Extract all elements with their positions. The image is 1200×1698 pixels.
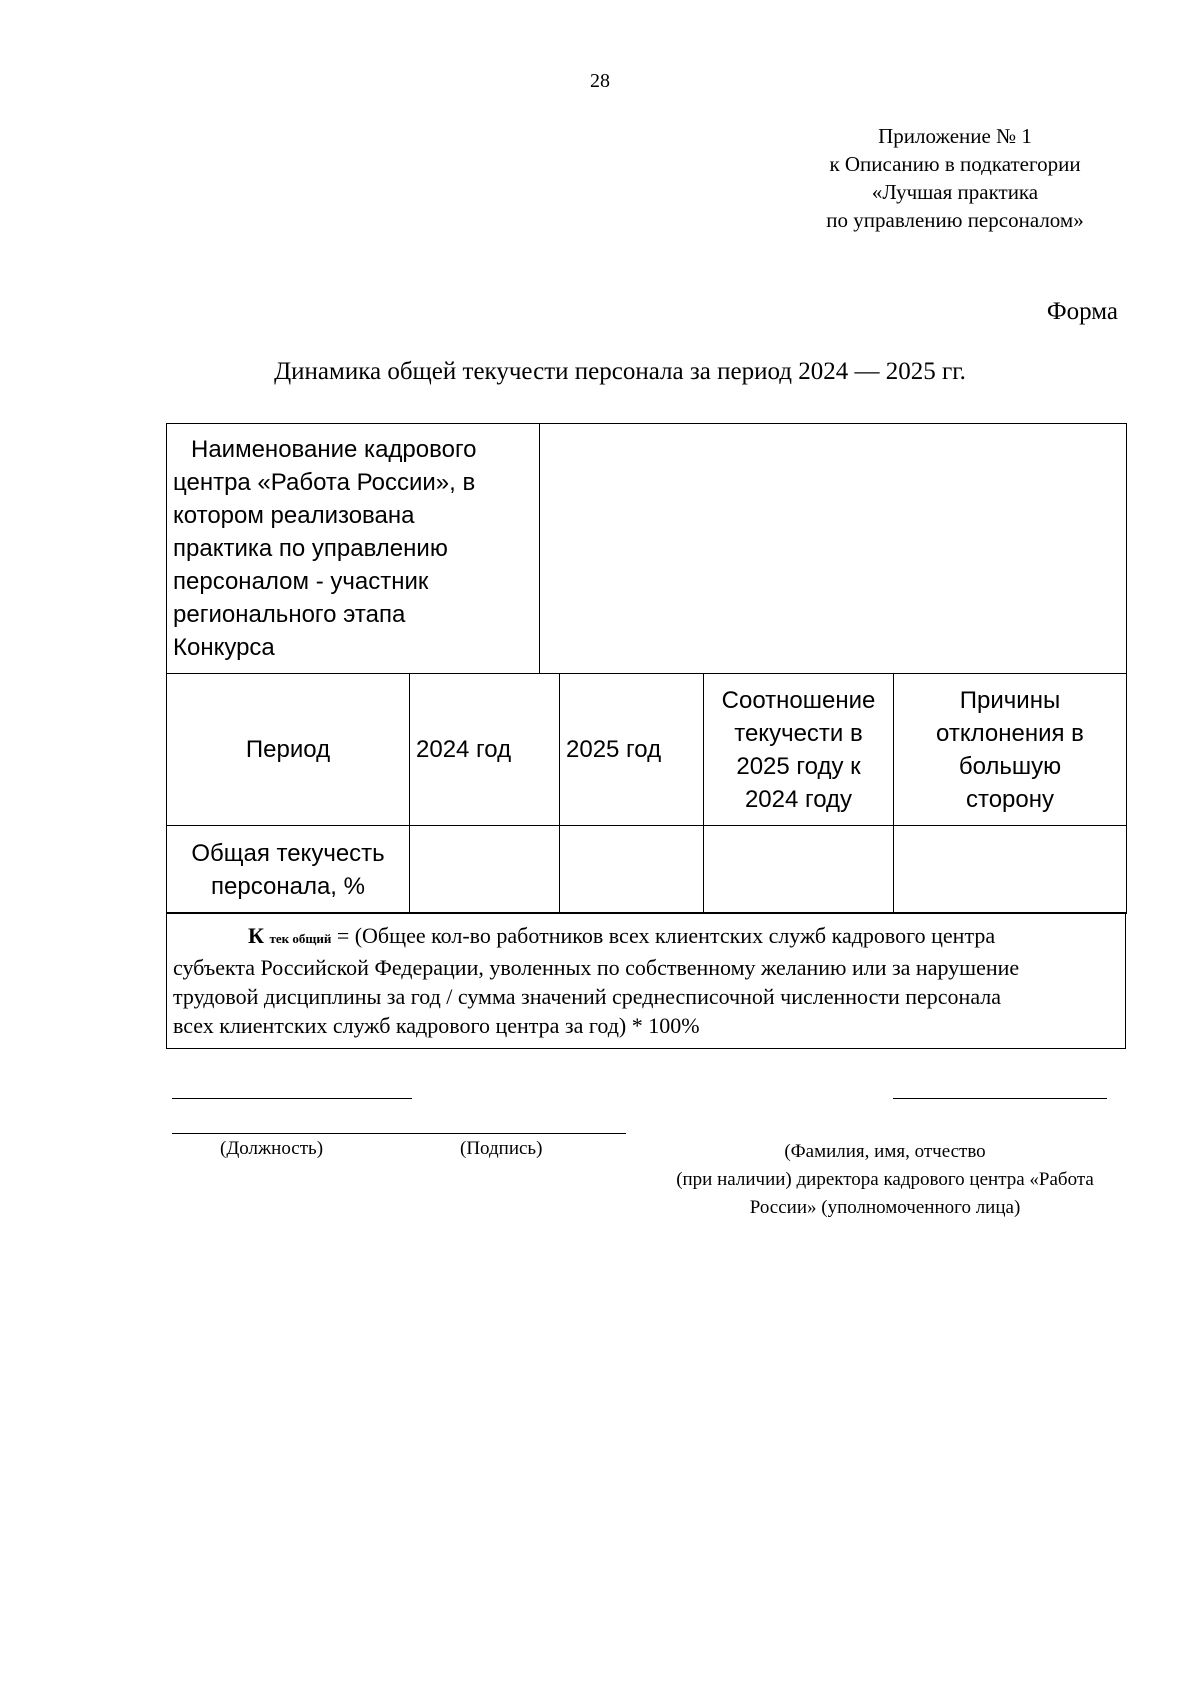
header-reasons bbox=[894, 674, 1127, 826]
signature-line[interactable] bbox=[172, 1133, 626, 1134]
center-name-label-line: Наименование кадрового bbox=[191, 436, 477, 463]
header-2024: 2024 год bbox=[410, 674, 560, 826]
center-name-value-cell[interactable] bbox=[540, 424, 1127, 674]
fio-caption-line: России» (уполномоченного лица) bbox=[749, 1197, 1021, 1218]
row-label bbox=[167, 826, 410, 914]
row-label-line: персонала, % bbox=[211, 872, 365, 900]
position-signature-line[interactable] bbox=[172, 1098, 412, 1099]
formula-subscript: тек общий bbox=[269, 931, 332, 946]
value-2025-cell[interactable] bbox=[560, 826, 704, 914]
page-number: 28 bbox=[590, 70, 610, 92]
header-ratio-line: Соотношение bbox=[721, 686, 876, 714]
header-ratio-line: 2024 году bbox=[744, 785, 853, 813]
position-label: (Должность) bbox=[220, 1138, 324, 1159]
turnover-table bbox=[166, 673, 1127, 914]
formula-line bbox=[173, 921, 1115, 953]
fio-caption-line: (при наличии) директора кадрового центра «Работа bbox=[676, 1169, 1094, 1190]
center-name-label-line: практика по управлению bbox=[173, 535, 448, 562]
header-ratio-line: текучести в bbox=[734, 719, 863, 747]
header-reasons-line: Причины bbox=[959, 686, 1061, 714]
center-name-label-line: персоналом - участник bbox=[173, 568, 429, 595]
formula-text: = (Общее кол-во работников всех клиентских служб кадрового центра bbox=[331, 923, 996, 948]
value-2024-cell[interactable] bbox=[410, 826, 560, 914]
fio-caption bbox=[640, 1138, 1130, 1222]
center-name-table bbox=[166, 423, 1127, 674]
appendix-line: по управлению персоналом» bbox=[826, 208, 1084, 232]
turnover-data-row bbox=[167, 826, 1127, 914]
formula-line: субъекта Российской Федерации, уволенных по собственному желанию или за нарушение bbox=[173, 955, 1020, 980]
document-title: Динамика общей текучести персонала за период 2024 — 2025 гг. bbox=[274, 358, 966, 385]
formula-symbol: К bbox=[248, 923, 264, 948]
header-reasons-line: большую bbox=[958, 752, 1062, 780]
center-name-label-line: Конкурса bbox=[173, 634, 275, 661]
formula-table bbox=[166, 912, 1126, 1049]
formula-line: трудовой дисциплины за год / сумма значений среднесписочной численности персонала bbox=[173, 984, 1002, 1009]
center-name-label-line: котором реализована bbox=[173, 502, 415, 529]
appendix-line: к Описанию в подкатегории bbox=[829, 152, 1081, 176]
header-reasons-line: отклонения в bbox=[936, 719, 1084, 747]
center-name-label bbox=[167, 424, 540, 674]
header-reasons-line: сторону bbox=[965, 785, 1055, 813]
appendix-line: Приложение № 1 bbox=[878, 124, 1032, 148]
header-ratio-line: 2025 году к bbox=[736, 752, 861, 780]
center-name-label-line: регионального этапа bbox=[173, 601, 406, 628]
form-label: Форма bbox=[1046, 298, 1118, 325]
appendix-note bbox=[770, 122, 1140, 234]
fio-caption-line: (Фамилия, имя, отчество bbox=[784, 1141, 986, 1162]
header-2025: 2025 год bbox=[560, 674, 704, 826]
header-ratio bbox=[704, 674, 894, 826]
center-name-label-line: центра «Работа России», в bbox=[173, 469, 476, 496]
signature-label: (Подпись) bbox=[460, 1138, 543, 1159]
reasons-cell[interactable] bbox=[894, 826, 1127, 914]
appendix-line: «Лучшая практика bbox=[871, 180, 1039, 204]
ratio-cell[interactable] bbox=[704, 826, 894, 914]
formula-cell bbox=[167, 913, 1126, 1049]
fio-line[interactable] bbox=[893, 1098, 1107, 1099]
formula-line: всех клиентских служб кадрового центра за год) * 100% bbox=[173, 1013, 700, 1038]
row-label-line: Общая текучесть bbox=[191, 839, 385, 867]
turnover-table-header-row bbox=[167, 674, 1127, 826]
header-period: Период bbox=[167, 674, 410, 826]
